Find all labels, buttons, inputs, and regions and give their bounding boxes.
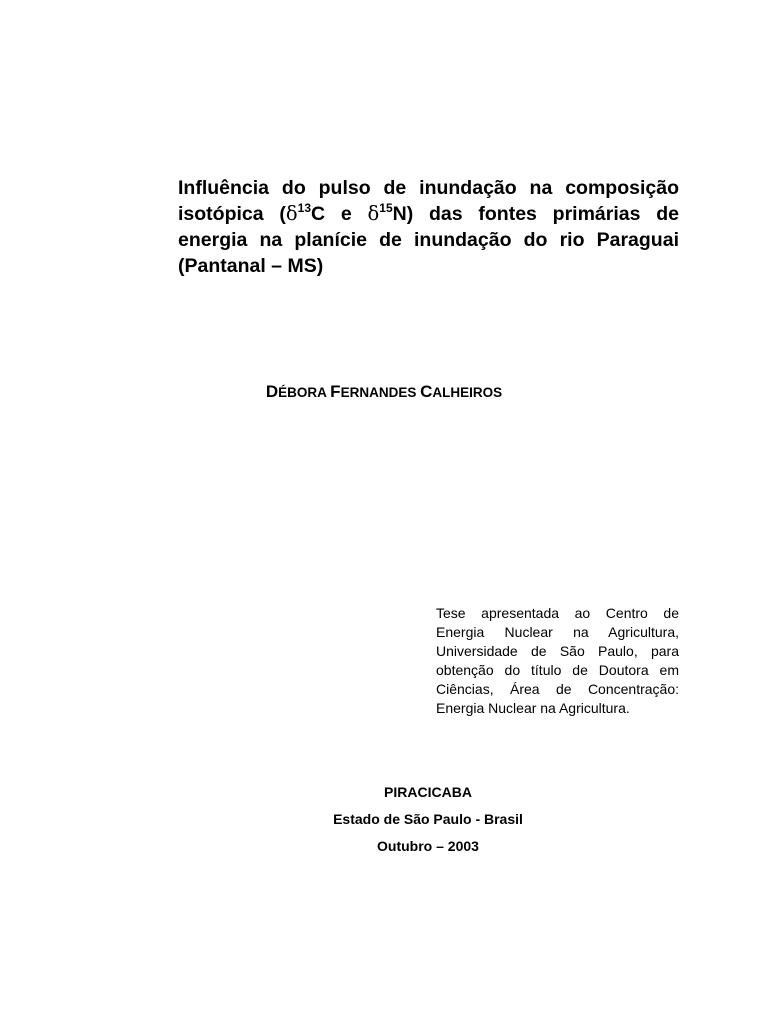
delta-symbol-carbon: δ bbox=[285, 202, 298, 225]
author-name bbox=[0, 380, 768, 405]
author-initial-f: F bbox=[330, 382, 341, 401]
author-rest-f: ERNANDES bbox=[340, 385, 421, 400]
delta-symbol-nitrogen: δ bbox=[367, 202, 380, 225]
thesis-title bbox=[178, 175, 679, 279]
author-rest-c: ALHEIROS bbox=[432, 385, 503, 400]
state-country: Estado de São Paulo - Brasil bbox=[333, 811, 523, 827]
author-initial-c: C bbox=[420, 382, 433, 401]
description-line: Energia Nuclear na Agricultura. bbox=[436, 700, 630, 716]
description-line: obtenção do título de Doutora em bbox=[436, 662, 679, 678]
author-rest-d: ÉBORA bbox=[278, 385, 331, 400]
title-line-3: energia na planície de inundação do rio Paraguai bbox=[178, 229, 679, 251]
city-name: PIRACICABA bbox=[384, 784, 472, 800]
description-line: Tese apresentada ao Centro de bbox=[436, 605, 679, 621]
title-line-1: Influência do pulso de inundação na composição bbox=[178, 177, 679, 199]
nitrogen-isotope-number: 15 bbox=[379, 201, 393, 215]
carbon-isotope-number: 13 bbox=[297, 201, 311, 215]
publication-date: Outubro – 2003 bbox=[377, 838, 479, 854]
title-line-2-middle: C e bbox=[311, 203, 368, 225]
description-line: Energia Nuclear na Agricultura, bbox=[436, 624, 679, 640]
title-line-2-end: N) das fontes primárias de bbox=[392, 203, 680, 225]
thesis-description bbox=[436, 604, 679, 718]
description-line: Ciências, Área de Concentração: bbox=[436, 681, 679, 697]
description-line: Universidade de São Paulo, para bbox=[436, 643, 679, 659]
title-line-4: (Pantanal – MS) bbox=[178, 255, 324, 277]
author-initial-d: D bbox=[265, 382, 279, 401]
title-line-2 bbox=[178, 201, 679, 227]
title-line-2-start: isotópica ( bbox=[178, 203, 286, 225]
